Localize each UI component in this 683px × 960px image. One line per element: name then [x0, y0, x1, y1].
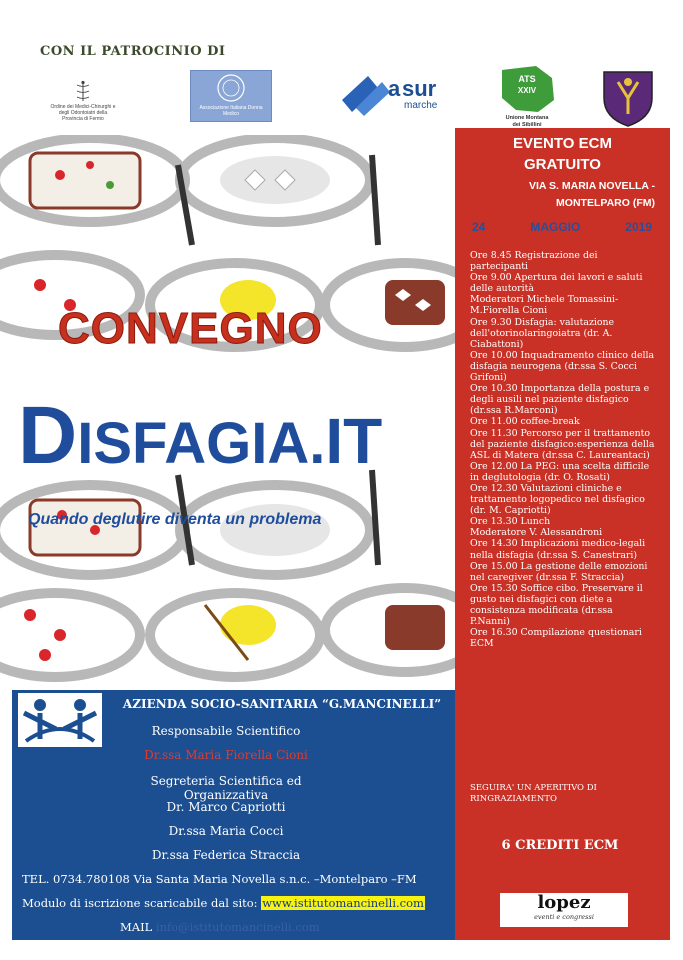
aidm-logo	[190, 70, 272, 122]
program-item: Ore 12.00 La PEG: una scelta difficile in deglutologia (dr. O. Rosati)	[470, 460, 650, 483]
program-item: Ore 8.45 Registrazione dei partecipanti	[470, 250, 598, 273]
event-venue	[455, 178, 655, 212]
ats-sub2: dei Sibillini	[512, 122, 542, 128]
date-month: MAGGIO	[530, 220, 581, 234]
program-item: Ore 9.30 Disfagia: valutazione dell'otorinolaringoiatra (dr. A. Ciabattoni)	[470, 316, 615, 350]
asur-sur: sur	[402, 76, 437, 101]
email-link[interactable]: info@istitutomancinelli.com	[155, 920, 320, 934]
segreteria-member: Dr.ssa Maria Cocci	[168, 824, 284, 838]
ats-xxiv-logo	[496, 64, 558, 128]
program-item: Ore 15.30 Soffice cibo. Preservare il gusto nei disfagici con diete a consistenza modificata (dr.ssa P.Nanni)	[470, 582, 643, 628]
contact-phone-address: TEL. 0734.780108 Via Santa Maria Novella s.n.c. –Montelparo –FM	[22, 872, 417, 886]
program-item: Moderatore V. Alessandroni	[470, 527, 603, 539]
disfagia-title	[18, 390, 383, 481]
ats-title: ATS	[518, 74, 536, 84]
asur-a: a	[388, 76, 401, 101]
asur-marche-logo	[338, 70, 446, 118]
venue-line1: VIA S. MARIA NOVELLA -	[529, 180, 655, 192]
omceo-logo	[48, 80, 118, 124]
ecm-credits: 6 CREDITI ECM	[501, 838, 619, 853]
resp-name: Dr.ssa Maria Fiorella Cioni	[144, 748, 308, 762]
date-year: 2019	[625, 220, 652, 234]
convegno-title: CONVEGNO	[58, 304, 323, 353]
program-item: Moderatori Michele Tomassini-M.Fiorella Cioni	[470, 294, 619, 317]
program-item: Ore 10.00 Inquadramento clinico della disfagia neurogena (dr.ssa S. Cocci Grifoni)	[470, 349, 655, 384]
mail-label: MAIL	[120, 920, 153, 934]
event-date	[472, 220, 652, 234]
program-item: Ore 10.30 Importanza della postura e degli ausili nel paziente disfagico (dr.ssa R.Marconi)	[470, 383, 650, 417]
aidm-emblem-icon	[191, 71, 271, 105]
disfagia-rest: ISFAGIA.	[77, 411, 326, 476]
program-item: Ore 15.00 La gestione delle emozioni nel caregiver (dr.ssa F. Straccia)	[470, 560, 648, 583]
aidm-text: Associazione Italiana Donna Medico	[199, 105, 263, 117]
resp-label: Responsabile Scientifico	[151, 724, 301, 738]
website-link[interactable]: www.istitutomancinelli.com	[262, 896, 424, 910]
segreteria-member: Dr.ssa Federica Straccia	[151, 848, 301, 862]
modulo-label: Modulo di iscrizione scaricabile dal sito:	[22, 896, 258, 910]
ats-map-icon	[496, 64, 558, 128]
event-type-line2: GRATUITO	[524, 156, 601, 173]
asur-marche: marche	[404, 100, 438, 111]
program-item: Ore 13.30 Lunch	[470, 516, 551, 528]
tagline: Quando deglutire diventa un problema	[28, 511, 322, 528]
patronage-heading: CON IL PATROCINIO DI	[40, 44, 226, 59]
program-item: Ore 14.30 Implicazioni medico-legali nella disfagia (dr.ssa S. Canestrari)	[470, 538, 646, 561]
program-item: Ore 16.30 Compilazione questionari ECM	[470, 627, 642, 650]
program-item: Ore 9.00 Apertura dei lavori e saluti delle autorità	[470, 272, 643, 295]
segreteria-member: Dr. Marco Capriotti	[166, 800, 286, 814]
event-type-line1: EVENTO ECM	[513, 135, 612, 152]
registration-line	[22, 896, 452, 910]
sponsor-name: lopez	[537, 892, 591, 913]
people-holding-hands-icon	[18, 693, 102, 747]
program-item: Ore 11.30 Percorso per il trattamento del paziente disfagico:esperienza della ASL di Matera (dr.ssa C. Laureantaci)	[470, 427, 655, 461]
mancinelli-logo	[18, 693, 102, 747]
asur-emblem-icon	[338, 70, 446, 118]
segreteria-label: Segreteria Scientifica ed Organizzativa	[150, 774, 302, 802]
disfagia-initial: D	[18, 390, 78, 481]
lopez-sponsor-logo	[500, 893, 628, 927]
ats-number: XXIV	[517, 86, 537, 95]
sponsor-sub: eventi e congressi	[534, 913, 594, 921]
venue-line2: MONTELPARO (FM)	[556, 197, 655, 209]
crest-shield-icon	[600, 68, 656, 128]
program-item: Ore 12.30 Valutazioni cliniche e trattamento logopedico nel disfagico (dr. M. Capriotti)	[470, 482, 645, 517]
municipal-crest-logo	[600, 68, 656, 128]
omceo-text: Ordine dei Medici-Chirurghi e degli Odontoiatri della Provincia di Fermo	[50, 104, 116, 122]
ats-sub1: Unione Montana	[505, 115, 549, 121]
mail-line	[120, 920, 450, 934]
caduceus-icon	[48, 80, 118, 102]
disfagia-it: IT	[325, 405, 383, 477]
program-item: Ore 11.00 coffee-break	[470, 416, 580, 428]
azienda-name: AZIENDA SOCIO-SANITARIA “G.MANCINELLI”	[122, 697, 442, 711]
event-type	[455, 133, 670, 175]
aperitivo-note: SEGUIRA' UN APERITIVO DI RINGRAZIAMENTO	[470, 783, 597, 804]
date-day: 24	[472, 220, 486, 234]
program-list	[470, 250, 655, 649]
